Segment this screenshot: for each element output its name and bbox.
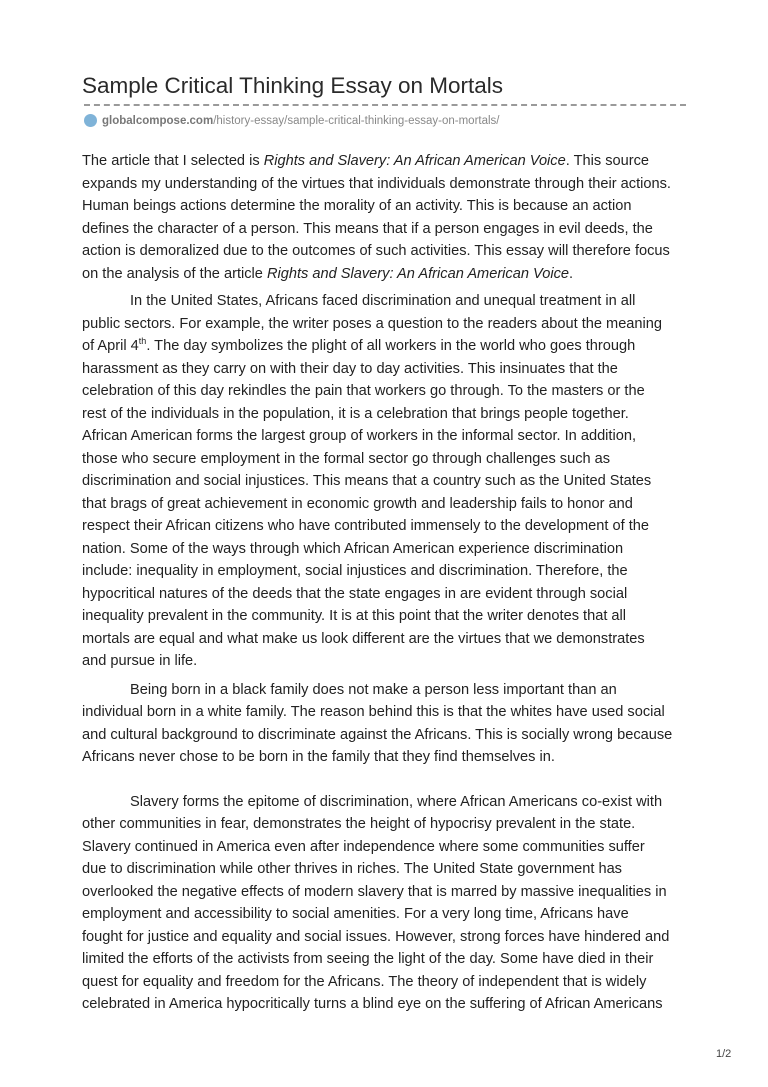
text-line bbox=[82, 836, 702, 859]
text-segment: those who secure employment in the formal sector go through challenges such as bbox=[82, 450, 611, 467]
text-line bbox=[82, 263, 702, 286]
text-segment: Africans never chose to be born in the family that they find themselves in. bbox=[82, 749, 555, 765]
text-segment: quest for equality and freedom for the Africans. The theory of independent that is widely bbox=[82, 973, 647, 990]
text-segment: and cultural background to discriminate against the Africans. This is socially wrong because bbox=[82, 726, 673, 743]
text-line bbox=[82, 583, 702, 606]
text-line bbox=[82, 448, 702, 471]
text-segment: inequality prevalent in the community. It is at this point that the writer denotes that all bbox=[82, 608, 627, 624]
text-line bbox=[82, 240, 702, 263]
text-line bbox=[82, 173, 702, 196]
text-segment: that brags of great achievement in economic growth and leadership fails to honor and bbox=[82, 495, 633, 512]
text-segment: harassment as they carry on with their day to day activities. This insinuates that the bbox=[82, 360, 618, 377]
text-line bbox=[82, 971, 702, 994]
text-segment: In the United States, Africans faced discrimination and unequal treatment in all bbox=[130, 293, 636, 309]
text-segment: due to discrimination while other thrives in riches. The United State government has bbox=[82, 861, 622, 877]
text-line bbox=[82, 993, 702, 1016]
text-segment: expands my understanding of the virtues that individuals demonstrate through their actions. bbox=[82, 175, 671, 192]
text-segment: Slavery forms the epitome of discrimination, where African Americans co-exist with bbox=[130, 793, 663, 810]
text-line bbox=[82, 150, 702, 173]
source-link[interactable] bbox=[84, 114, 500, 127]
title-divider bbox=[84, 104, 686, 106]
text-line bbox=[82, 470, 702, 493]
text-line bbox=[82, 290, 702, 313]
text-segment: of April 4 bbox=[82, 338, 139, 354]
text-line bbox=[82, 515, 702, 538]
text-segment: individual born in a white family. The reason behind this is that the whites have used social bbox=[82, 704, 665, 720]
text-segment: nation. Some of the ways through which African American experience discrimination bbox=[82, 540, 624, 557]
page-number: 1/2 bbox=[716, 1048, 732, 1060]
text-segment: on the analysis of the article bbox=[82, 265, 267, 282]
text-segment: The article that I selected is bbox=[82, 153, 264, 169]
text-segment: public sectors. For example, the writer poses a question to the readers about the meaning bbox=[82, 315, 663, 332]
text-line bbox=[82, 218, 702, 241]
text-line bbox=[82, 679, 702, 702]
article-title: Rights and Slavery: An African American Voice bbox=[263, 153, 566, 169]
text-segment: hypocritical natures of the deeds that the state engages in are evident through social bbox=[82, 585, 628, 602]
text-line bbox=[82, 560, 702, 583]
text-segment: employment and accessibility to social amenities. For a very long time, Africans have bbox=[82, 906, 629, 922]
text-line bbox=[82, 425, 702, 448]
text-segment: th bbox=[138, 336, 147, 347]
source-path: /history-essay/sample-critical-thinking-essay-on-mortals/ bbox=[213, 114, 500, 127]
text-line bbox=[82, 605, 702, 628]
text-line bbox=[82, 403, 702, 426]
text-segment: Slavery continued in America even after independence where some communities suffer bbox=[82, 838, 645, 855]
text-line bbox=[82, 701, 702, 724]
text-line bbox=[82, 858, 702, 881]
text-segment: overlooked the negative effects of modern slavery that is marred by massive inequalities in bbox=[82, 883, 667, 900]
essay-body bbox=[82, 150, 702, 1016]
text-segment: other communities in fear, demonstrates the height of hypocrisy prevalent in the state. bbox=[82, 816, 636, 832]
text-line bbox=[82, 791, 702, 814]
text-line bbox=[82, 813, 702, 836]
text-segment: Human beings actions determine the morality of an activity. This is because an action bbox=[82, 198, 632, 214]
text-line bbox=[82, 926, 702, 949]
text-line bbox=[82, 313, 702, 336]
text-line bbox=[82, 493, 702, 516]
text-segment: celebrated in America hypocritically turns a blind eye on the suffering of African Americans bbox=[82, 996, 663, 1012]
text-segment: fought for justice and equality and social issues. However, strong forces have hindered and bbox=[82, 928, 670, 945]
text-line bbox=[82, 380, 702, 403]
essay-paragraph bbox=[82, 791, 702, 1016]
text-line bbox=[82, 881, 702, 904]
text-line bbox=[82, 195, 702, 218]
article-title: Rights and Slavery: An African American Voice bbox=[266, 265, 569, 282]
text-segment: and pursue in life. bbox=[82, 653, 198, 669]
text-segment: rest of the individuals in the population, it is a celebration that brings people together. bbox=[82, 405, 629, 422]
text-line bbox=[82, 948, 702, 971]
essay-paragraph bbox=[82, 290, 702, 673]
text-segment: celebration of this day rekindles the pain that workers go through. To the masters or the bbox=[82, 383, 645, 399]
text-segment: limited the efforts of the activists from seeing the light of the day. Some have died in their bbox=[82, 951, 654, 967]
text-line bbox=[82, 628, 702, 651]
text-segment: mortals are equal and what make us look different are the virtues that we demonstrates bbox=[82, 630, 645, 647]
text-segment: respect their African citizens who have contributed immensely to the development of the bbox=[82, 518, 650, 534]
text-segment: . The day symbolizes the plight of all workers in the world who goes through bbox=[146, 338, 636, 354]
text-line bbox=[82, 335, 702, 358]
text-segment: Being born in a black family does not make a person less important than an bbox=[130, 681, 617, 698]
text-line bbox=[82, 538, 702, 561]
text-segment: include: inequality in employment, social injustices and discrimination. Therefore, the bbox=[82, 563, 628, 579]
text-segment: defines the character of a person. This means that if a person engages in evil deeds, the bbox=[82, 220, 653, 237]
text-segment: African American forms the largest group of workers in the informal sector. In addition, bbox=[82, 428, 637, 444]
source-domain: globalcompose.com bbox=[102, 114, 214, 127]
page-title: Sample Critical Thinking Essay on Mortals bbox=[82, 73, 503, 98]
text-segment: action is demoralized due to the outcomes of such activities. This essay will therefore focus bbox=[82, 243, 670, 259]
essay-paragraph bbox=[82, 150, 702, 285]
essay-paragraph bbox=[82, 679, 702, 769]
text-line bbox=[82, 358, 702, 381]
text-segment: . This source bbox=[565, 153, 649, 169]
text-segment: discrimination and social injustices. This means that a country such as the United States bbox=[82, 473, 652, 489]
text-segment: . bbox=[568, 265, 574, 282]
text-line bbox=[82, 746, 702, 769]
text-line bbox=[82, 650, 702, 673]
globe-icon bbox=[84, 114, 97, 127]
text-line bbox=[82, 724, 702, 747]
text-line bbox=[82, 903, 702, 926]
